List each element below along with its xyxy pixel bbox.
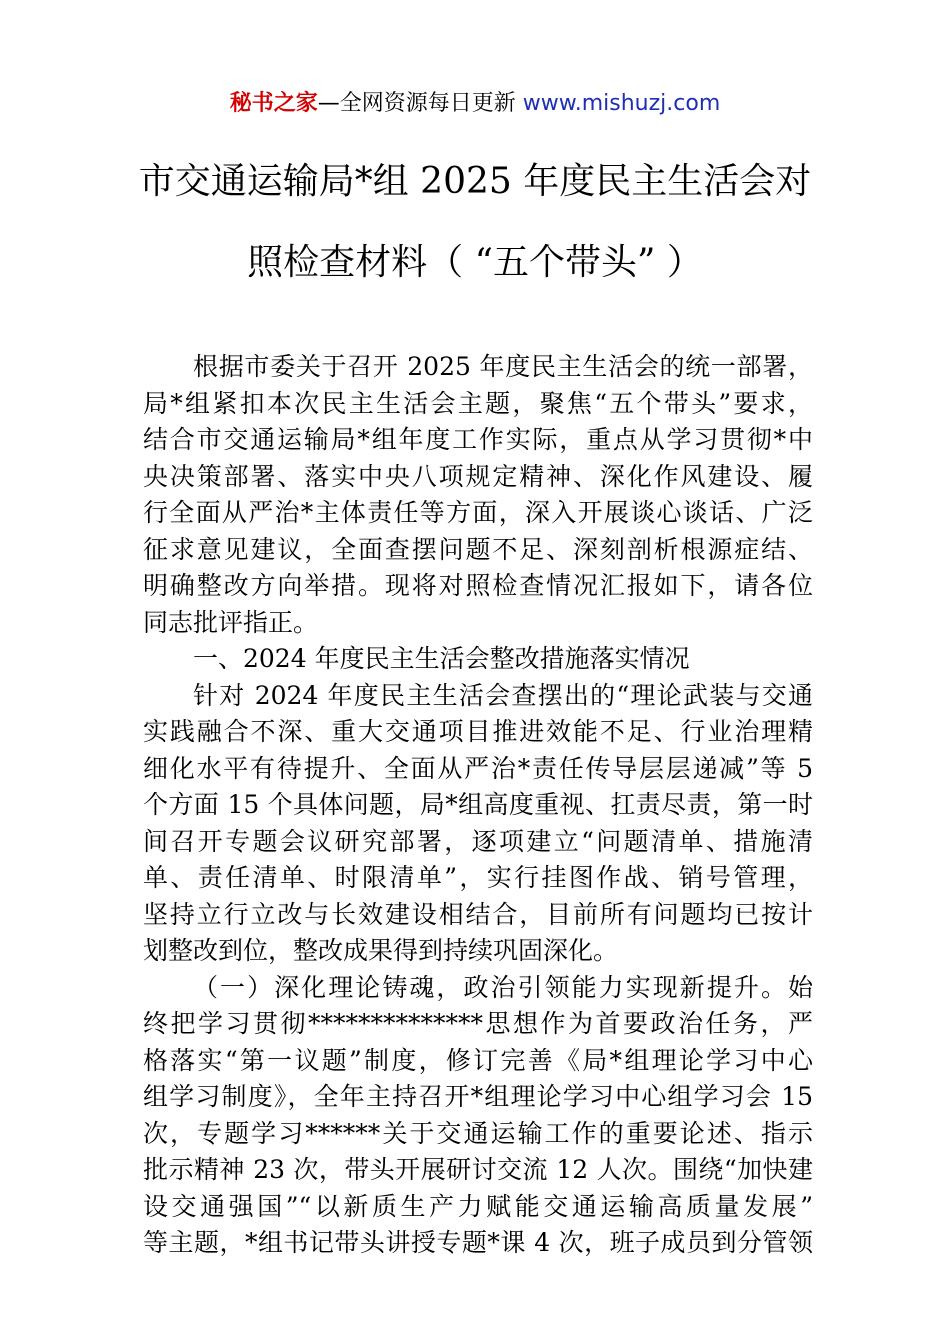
text-line: 个方面 15 个具体问题，局*组高度重视、扛责尽责，第一时: [143, 790, 813, 819]
text-line: 结合市交通运输局*组年度工作实际，重点从学习贯彻*中: [143, 425, 813, 454]
title-line: 照检查材料（ “五个带头” ）: [247, 242, 703, 283]
text-line: 征求意见建议，全面查摆问题不足、深刻剖析根源症结、: [143, 534, 813, 564]
document-body: [143, 349, 813, 1262]
text-line: 单、责任清单、时限清单”，实行挂图作战、销号管理，: [143, 863, 813, 892]
title-line: 市交通运输局*组 2025 年度民主生活会对: [138, 161, 812, 202]
text-line: 实践融合不深、重大交通项目推进效能不足、行业治理精: [143, 717, 813, 746]
text-line: 批示精神 23 次，带头开展研讨交流 12 人次。围绕“加快建: [143, 1155, 813, 1184]
text-line: 次，专题学习******关于交通运输工作的重要论述、指示: [143, 1118, 813, 1148]
text-line: 行全面从严治*主体责任等方面，深入开展谈心谈话、广泛: [143, 498, 813, 527]
text-line: 格落实“第一议题”制度，修订完善《局*组理论学习中心: [143, 1045, 813, 1075]
text-line: 组学习制度》，全年主持召开*组理论学习中心组学习会 15: [143, 1082, 813, 1111]
banner-slogan: —全网资源每日更新: [317, 91, 523, 116]
banner-site-link[interactable]: www.mishuzj.com: [522, 91, 721, 116]
text-line: 设交通强国”“以新质生产力赋能交通运输高质量发展”: [143, 1191, 813, 1221]
text-line: 坚持立行立改与长效建设相结合，目前所有问题均已按计: [143, 899, 813, 929]
text-line: 根据市委关于召开 2025 年度民主生活会的统一部署，: [193, 352, 813, 381]
subsection-heading-line: （一）深化理论铸魂，政治引领能力实现新提升。始: [193, 972, 813, 1002]
text-line: 划整改到位，整改成果得到持续巩固深化。: [143, 936, 619, 965]
text-line: 间召开专题会议研究部署，逐项建立“问题清单、措施清: [143, 826, 813, 856]
site-banner: [0, 88, 950, 120]
text-line: 同志批评指正。: [143, 607, 319, 637]
text-line: 局*组紧扣本次民主生活会主题，聚焦“五个带头”要求，: [143, 388, 813, 418]
text-line: 细化水平有待提升、全面从严治*责任传导层层递减”等 5: [143, 753, 813, 783]
text-line: 央决策部署、落实中央八项规定精神、深化作风建设、履: [143, 461, 813, 491]
text-line: 针对 2024 年度民主生活会查摆出的“理论武装与交通: [193, 680, 813, 710]
section-heading: 一、2024 年度民主生活会整改措施落实情况: [193, 644, 690, 673]
banner-brand: 秘书之家: [229, 91, 318, 116]
document-title: [0, 160, 950, 285]
text-line: 终把学习贯彻**************思想作为首要政治任务，严: [143, 1009, 813, 1038]
text-line: 明确整改方向举措。现将对照检查情况汇报如下，请各位: [143, 571, 813, 600]
text-line: 等主题，*组书记带头讲授专题*课 4 次，班子成员到分管领: [143, 1228, 813, 1257]
